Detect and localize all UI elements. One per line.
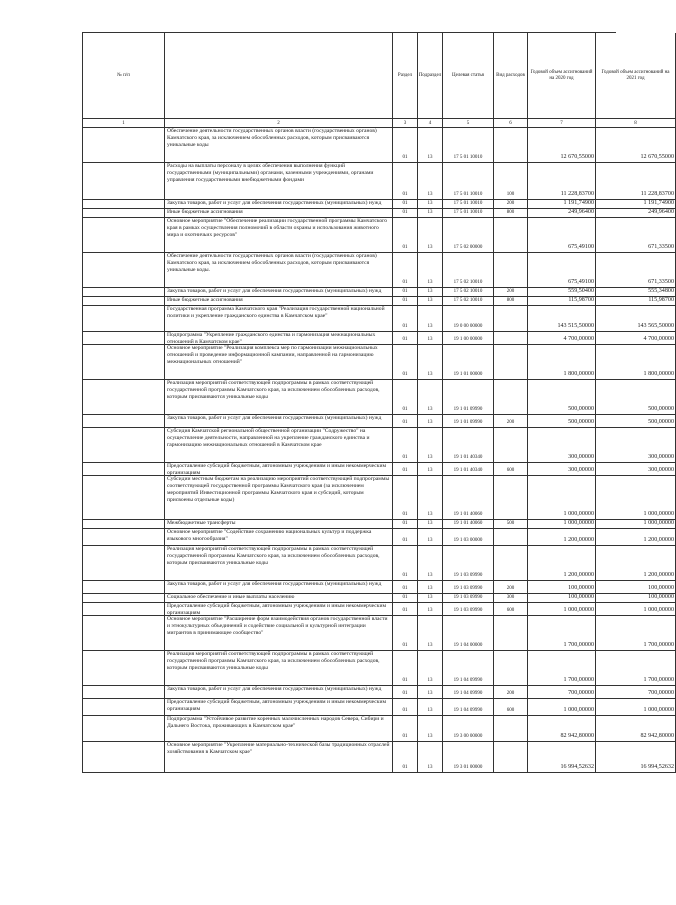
cell-section: 01 [393, 415, 418, 428]
cell-target: 17 5 02 00000 [443, 218, 494, 253]
cell-type [494, 716, 528, 742]
cell-type [494, 616, 528, 651]
cell-subsection: 13 [418, 686, 443, 699]
cell-y2021: 1 200,00000 [596, 529, 676, 546]
cell-type: 300 [494, 594, 528, 603]
cell-subsection: 13 [418, 529, 443, 546]
cell-num [83, 163, 165, 200]
cell-section: 01 [393, 581, 418, 594]
column-number: 1 [83, 119, 165, 128]
cell-name: Субсидии местным бюджетам на реализацию мероприятий соответствующей подпрограммы соответствующей государственной программы Камчатского края (за исключением мероприятий Инвестиционной программы Камчатского края и субсидий, которым присвоены отдельные коды) [165, 476, 393, 520]
column-number: 4 [418, 119, 443, 128]
cell-y2021: 11 228,83700 [596, 163, 676, 200]
cell-type [494, 253, 528, 288]
column-number: 8 [596, 119, 676, 128]
cell-target: 17 5 02 10010 [443, 253, 494, 288]
cell-y2020: 675,49100 [528, 253, 596, 288]
cell-name: Основное мероприятие "Реализация комплекса мер по гармонизации межнациональных отношений и проведение информационной кампании, направленной на гармонизацию межнациональных отношений" [165, 345, 393, 380]
cell-num [83, 306, 165, 332]
cell-y2020: 249,96400 [528, 209, 596, 218]
cell-y2021: 100,00000 [596, 594, 676, 603]
cell-type [494, 742, 528, 773]
header-target: Целевая статья [443, 33, 494, 119]
cell-target: 17 5 02 10010 [443, 288, 494, 297]
cell-target: 19 1 04 00000 [443, 616, 494, 651]
cell-name: Государственная программа Камчатского края "Реализация государственной национальной политики и укрепление гражданского единства в Камчатском крае" [165, 306, 393, 332]
cell-type: 600 [494, 699, 528, 716]
cell-y2020: 11 228,83700 [528, 163, 596, 200]
column-number: 3 [393, 119, 418, 128]
cell-name: Социальное обеспечение и иные выплаты населению [165, 594, 393, 603]
cell-subsection: 13 [418, 742, 443, 773]
cell-target: 19 1 01 40340 [443, 428, 494, 463]
cell-section: 01 [393, 742, 418, 773]
cell-y2021: 555,34800 [596, 288, 676, 297]
cell-target: 19 1 01 00000 [443, 345, 494, 380]
cell-y2021: 4 700,00000 [596, 332, 676, 345]
cell-target: 19 1 01 40340 [443, 463, 494, 476]
cell-y2021: 671,33500 [596, 218, 676, 253]
cell-name: Основное мероприятие "Укрепление материально-технической базы традиционных отраслей хозяйствования в Камчатском крае" [165, 742, 393, 773]
cell-type: 500 [494, 520, 528, 529]
cell-section: 01 [393, 428, 418, 463]
cell-section: 01 [393, 594, 418, 603]
cell-section: 01 [393, 332, 418, 345]
cell-y2020: 1 000,00000 [528, 520, 596, 529]
cell-section: 01 [393, 716, 418, 742]
cell-target: 19 1 03 09990 [443, 594, 494, 603]
cell-y2020: 300,00000 [528, 463, 596, 476]
cell-y2020: 500,00000 [528, 415, 596, 428]
cell-subsection: 13 [418, 616, 443, 651]
cell-num [83, 546, 165, 581]
cell-type: 200 [494, 288, 528, 297]
header-type: Вид расходов [494, 33, 528, 119]
cell-num [83, 253, 165, 288]
cell-section: 01 [393, 463, 418, 476]
cell-y2021: 700,00000 [596, 686, 676, 699]
column-number: 6 [494, 119, 528, 128]
cell-y2020: 12 670,55000 [528, 128, 596, 163]
cell-subsection: 13 [418, 594, 443, 603]
cell-y2020: 1 200,00000 [528, 529, 596, 546]
cell-type: 800 [494, 297, 528, 306]
cell-y2020: 1 000,00000 [528, 603, 596, 616]
cell-y2020: 1 000,00000 [528, 476, 596, 520]
cell-type: 200 [494, 581, 528, 594]
cell-subsection: 13 [418, 476, 443, 520]
cell-target: 19 1 00 00000 [443, 332, 494, 345]
cell-y2020: 100,00000 [528, 581, 596, 594]
cell-section: 01 [393, 546, 418, 581]
cell-num [83, 594, 165, 603]
cell-subsection: 13 [418, 716, 443, 742]
cell-type: 200 [494, 200, 528, 209]
cell-num [83, 128, 165, 163]
cell-section: 01 [393, 218, 418, 253]
cell-name: Закупка товаров, работ и услуг для обеспечения государственных (муниципальных) нужд [165, 415, 393, 428]
cell-section: 01 [393, 699, 418, 716]
cell-name: Основное мероприятие "Содействие сохранению национальных культур и поддержка языкового многообразия" [165, 529, 393, 546]
cell-section: 01 [393, 163, 418, 200]
cell-section: 01 [393, 529, 418, 546]
cell-name: Иные бюджетные ассигнования [165, 297, 393, 306]
cell-name: Предоставление субсидий бюджетным, автономным учреждениям и иным некоммерческим организациям [165, 699, 393, 716]
cell-type: 800 [494, 209, 528, 218]
cell-name: Субсидия Камчатской региональной общественной организации "Содружество" на осуществление деятельности, направленной на укрепление гражданского единства и гармонизацию межнациональных отношений в Камчатском крае [165, 428, 393, 463]
cell-num [83, 288, 165, 297]
cell-num [83, 476, 165, 520]
cell-subsection: 13 [418, 546, 443, 581]
cell-num [83, 463, 165, 476]
cell-subsection: 13 [418, 603, 443, 616]
cell-section: 01 [393, 306, 418, 332]
cell-name: Основное мероприятие "Расширение форм взаимодействия органов государственной власти и этнокультурных объединений и содействие социальной и культурной интеграции мигрантов в принимающее сообщество" [165, 616, 393, 651]
cell-target: 19 1 03 00000 [443, 529, 494, 546]
cell-subsection: 13 [418, 200, 443, 209]
cell-section: 01 [393, 200, 418, 209]
cell-y2020: 115,98700 [528, 297, 596, 306]
cell-y2021: 12 670,55000 [596, 128, 676, 163]
cell-num [83, 218, 165, 253]
cell-subsection: 13 [418, 332, 443, 345]
cell-target: 19 1 03 09990 [443, 581, 494, 594]
cell-name: Реализация мероприятий соответствующей подпрограммы в рамках соответствующей государственной программы Камчатского края, за исключением обособленных расходов, которым присваиваются уникальные коды [165, 546, 393, 581]
cell-type [494, 428, 528, 463]
column-number: 2 [165, 119, 393, 128]
column-number: 7 [528, 119, 596, 128]
cell-target: 19 1 01 09990 [443, 380, 494, 415]
cell-type [494, 380, 528, 415]
cell-type [494, 345, 528, 380]
header-y2020: Годовой объем ассигнований на 2020 год [528, 33, 596, 119]
cell-y2021: 671,33500 [596, 253, 676, 288]
budget-table [82, 32, 674, 773]
cell-section: 01 [393, 253, 418, 288]
cell-target: 17 5 01 10010 [443, 209, 494, 218]
cell-y2021: 1 191,74900 [596, 200, 676, 209]
cell-y2021: 1 700,00000 [596, 651, 676, 686]
cell-y2021: 100,00000 [596, 581, 676, 594]
cell-target: 17 5 02 10010 [443, 297, 494, 306]
cell-type [494, 529, 528, 546]
cell-subsection: 13 [418, 209, 443, 218]
cell-y2020: 16 994,52632 [528, 742, 596, 773]
cell-subsection: 13 [418, 297, 443, 306]
cell-num [83, 742, 165, 773]
cell-target: 19 1 04 09990 [443, 686, 494, 699]
cell-section: 01 [393, 520, 418, 529]
cell-y2021: 82 942,80000 [596, 716, 676, 742]
cell-num [83, 603, 165, 616]
cell-target: 19 1 03 09990 [443, 546, 494, 581]
cell-y2020: 559,50400 [528, 288, 596, 297]
header-section: Раздел [393, 33, 418, 119]
cell-y2020: 4 700,00000 [528, 332, 596, 345]
cell-num [83, 616, 165, 651]
column-number: 5 [443, 119, 494, 128]
cell-num [83, 428, 165, 463]
cell-type: 600 [494, 603, 528, 616]
cell-target: 19 1 01 09990 [443, 415, 494, 428]
cell-target: 19 1 04 09990 [443, 651, 494, 686]
cell-y2020: 1 700,00000 [528, 616, 596, 651]
cell-name: Иные бюджетные ассигнования [165, 209, 393, 218]
cell-section: 01 [393, 288, 418, 297]
cell-y2021: 1 000,00000 [596, 603, 676, 616]
cell-name: Закупка товаров, работ и услуг для обеспечения государственных (муниципальных) нужд [165, 288, 393, 297]
cell-name: Основное мероприятие "Обеспечение реализации государственной программы Камчатского края в рамках осуществления полномочий в области охраны и использования животного мира и охотничьих ресурсов" [165, 218, 393, 253]
cell-section: 01 [393, 345, 418, 380]
cell-num [83, 686, 165, 699]
cell-subsection: 13 [418, 428, 443, 463]
cell-y2021: 1 700,00000 [596, 616, 676, 651]
cell-subsection: 13 [418, 463, 443, 476]
cell-type: 200 [494, 686, 528, 699]
cell-y2021: 1 000,00000 [596, 520, 676, 529]
cell-name: Предоставление субсидий бюджетным, автономным учреждениям и иным некоммерческим организациям [165, 603, 393, 616]
cell-name: Реализация мероприятий соответствующей подпрограммы в рамках соответствующей государственной программы Камчатского края, за исключением обособленных расходов, которым присваиваются уникальные коды [165, 380, 393, 415]
cell-num [83, 200, 165, 209]
cell-type [494, 332, 528, 345]
cell-y2020: 100,00000 [528, 594, 596, 603]
cell-type [494, 128, 528, 163]
cell-subsection: 13 [418, 288, 443, 297]
cell-num [83, 209, 165, 218]
cell-subsection: 13 [418, 380, 443, 415]
cell-target: 19 1 01 40060 [443, 520, 494, 529]
cell-name: Обеспечение деятельности государственных органов власти (государственных органов) Камчатского края, за исключением обособленных расходов, которым присваиваются уникальные коды [165, 128, 393, 163]
cell-subsection: 13 [418, 651, 443, 686]
cell-name: Закупка товаров, работ и услуг для обеспечения государственных (муниципальных) нужд [165, 686, 393, 699]
cell-name: Подпрограмма "Устойчивое развитие коренных малочисленных народов Севера, Сибири и Дальнего Востока, проживающих в Камчатском крае" [165, 716, 393, 742]
cell-section: 01 [393, 686, 418, 699]
cell-section: 01 [393, 476, 418, 520]
cell-name: Закупка товаров, работ и услуг для обеспечения государственных (муниципальных) нужд [165, 581, 393, 594]
cell-y2020: 1 200,00000 [528, 546, 596, 581]
cell-y2020: 143 515,50000 [528, 306, 596, 332]
cell-y2021: 300,00000 [596, 463, 676, 476]
cell-subsection: 13 [418, 163, 443, 200]
cell-y2021: 1 000,00000 [596, 699, 676, 716]
cell-num [83, 529, 165, 546]
cell-y2020: 1 191,74900 [528, 200, 596, 209]
cell-type [494, 306, 528, 332]
cell-y2020: 500,00000 [528, 380, 596, 415]
cell-name: Реализация мероприятий соответствующей подпрограммы в рамках соответствующей государственной программы Камчатского края, за исключением обособленных расходов, которым присваиваются уникальные коды [165, 651, 393, 686]
cell-y2021: 500,00000 [596, 415, 676, 428]
cell-num [83, 415, 165, 428]
cell-y2021: 16 994,52632 [596, 742, 676, 773]
cell-subsection: 13 [418, 415, 443, 428]
cell-subsection: 13 [418, 699, 443, 716]
cell-target: 19 3 01 00000 [443, 742, 494, 773]
cell-section: 01 [393, 297, 418, 306]
cell-target: 19 1 04 09990 [443, 699, 494, 716]
header-num: № п/п [83, 33, 165, 119]
cell-subsection: 13 [418, 253, 443, 288]
cell-target: 19 1 03 09990 [443, 603, 494, 616]
header-subsection: Подраздел [418, 33, 443, 119]
cell-target: 17 5 01 10010 [443, 163, 494, 200]
header-y2021: Годовой объем ассигнований на 2021 год [596, 33, 676, 119]
cell-type [494, 651, 528, 686]
cell-type: 200 [494, 415, 528, 428]
cell-target: 17 5 01 10010 [443, 128, 494, 163]
cell-y2021: 500,00000 [596, 380, 676, 415]
cell-num [83, 581, 165, 594]
cell-target: 19 0 00 00000 [443, 306, 494, 332]
cell-subsection: 13 [418, 581, 443, 594]
cell-name: Подпрограмма "Укрепление гражданского единства и гармонизация межнациональных отношений в Камчатском крае" [165, 332, 393, 345]
header-name [165, 33, 393, 119]
cell-target: 19 3 00 00000 [443, 716, 494, 742]
cell-name: Обеспечение деятельности государственных органов власти (государственных органов) Камчатского края, за исключением обособленных расходов, которым присваиваются уникальные коды. [165, 253, 393, 288]
cell-y2021: 249,96400 [596, 209, 676, 218]
cell-section: 01 [393, 616, 418, 651]
cell-y2021: 1 800,00000 [596, 345, 676, 380]
cell-num [83, 380, 165, 415]
cell-y2021: 115,98700 [596, 297, 676, 306]
cell-subsection: 13 [418, 128, 443, 163]
cell-type: 100 [494, 163, 528, 200]
cell-y2020: 675,49100 [528, 218, 596, 253]
cell-name: Расходы на выплаты персоналу в целях обеспечения выполнения функций государственными (муниципальными) органами, казенными учреждениями, органами управления государственными внебюджетными фондами [165, 163, 393, 200]
cell-num [83, 345, 165, 380]
cell-y2020: 1 800,00000 [528, 345, 596, 380]
cell-subsection: 13 [418, 520, 443, 529]
cell-section: 01 [393, 128, 418, 163]
cell-type [494, 546, 528, 581]
cell-type: 600 [494, 463, 528, 476]
cell-y2020: 300,00000 [528, 428, 596, 463]
cell-subsection: 13 [418, 306, 443, 332]
cell-num [83, 520, 165, 529]
cell-y2021: 300,00000 [596, 428, 676, 463]
cell-y2020: 700,00000 [528, 686, 596, 699]
cell-type [494, 218, 528, 253]
cell-num [83, 651, 165, 686]
budget-table-grid [82, 32, 674, 773]
cell-num [83, 699, 165, 716]
cell-name: Межбюджетные трансферты [165, 520, 393, 529]
cell-name: Предоставление субсидий бюджетным, автономным учреждениям и иным некоммерческим организациям [165, 463, 393, 476]
cell-num [83, 332, 165, 345]
cell-subsection: 13 [418, 345, 443, 380]
cell-name: Закупка товаров, работ и услуг для обеспечения государственных (муниципальных) нужд [165, 200, 393, 209]
cell-target: 19 1 01 40060 [443, 476, 494, 520]
cell-y2020: 1 000,00000 [528, 699, 596, 716]
cell-y2021: 1 200,00000 [596, 546, 676, 581]
cell-section: 01 [393, 380, 418, 415]
cell-num [83, 297, 165, 306]
cell-y2021: 143 565,50000 [596, 306, 676, 332]
cell-y2020: 1 700,00000 [528, 651, 596, 686]
cell-target: 17 5 01 10010 [443, 200, 494, 209]
cell-y2021: 1 000,00000 [596, 476, 676, 520]
cell-type [494, 476, 528, 520]
cell-section: 01 [393, 209, 418, 218]
cell-section: 01 [393, 603, 418, 616]
cell-y2020: 82 942,80000 [528, 716, 596, 742]
cell-section: 01 [393, 651, 418, 686]
cell-num [83, 716, 165, 742]
cell-subsection: 13 [418, 218, 443, 253]
